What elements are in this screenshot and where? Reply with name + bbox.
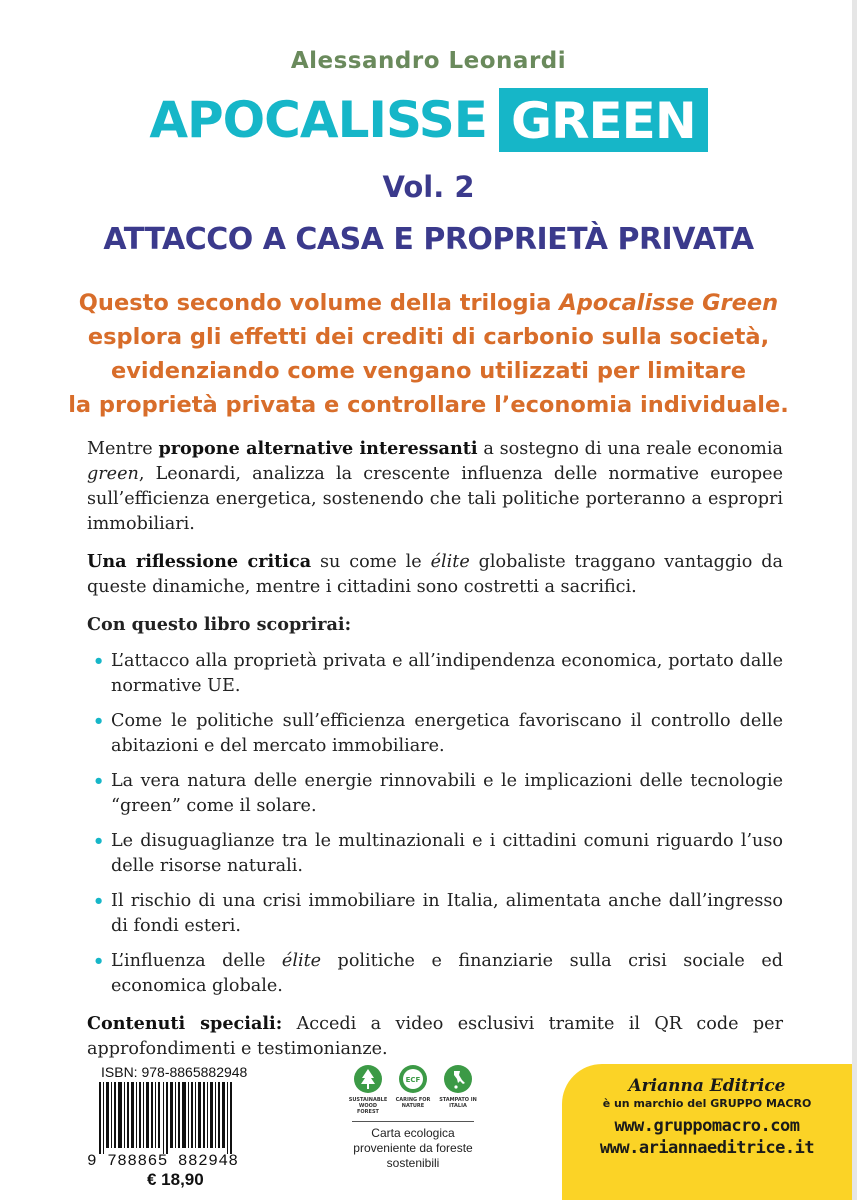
para1-text-c: a sostegno di una reale economia [477, 439, 783, 459]
lead-line-4: la proprietà privata e controllare l’economia individuale. [68, 392, 789, 418]
title-word-apocalisse: APOCALISSE [149, 91, 487, 149]
list-item [87, 649, 783, 699]
author-name: Alessandro Leonardi [290, 48, 567, 74]
special-label: Contenuti speciali: [87, 1013, 283, 1034]
lead-series-title: Apocalisse Green [559, 290, 779, 316]
lead-line-3: evidenziando come vengano utilizzati per limitare [110, 358, 747, 384]
bullet-icon: • [93, 771, 105, 792]
paragraph-intro [87, 436, 783, 537]
para2-text-d: globaliste traggano vantaggio da queste dinamiche, mentre i cittadini sono costretti a sacrifici. [87, 552, 784, 597]
publisher-box [562, 1064, 852, 1200]
para1-text-a: Mentre [87, 439, 159, 459]
publisher-note: è un marchio del GRUPPO MACRO [602, 1097, 812, 1110]
bullet-icon: • [93, 651, 105, 672]
ecf-leaf-icon [398, 1064, 428, 1094]
list-item-text-end: politiche e finanziarie sulla crisi sociale ed economica globale. [111, 951, 783, 996]
para2-bold: Una riflessione critica [87, 551, 312, 572]
para2-italic: élite [430, 552, 470, 572]
volume-label: Vol. 2 [382, 170, 475, 204]
eco-caption-ecf: CARING FOR NATURE [395, 1097, 431, 1109]
eco-caption-italy: STAMPATO IN ITALIA [439, 1097, 477, 1109]
discover-list [87, 649, 783, 999]
publisher-url-arianna[interactable]: www.ariannaeditrice.it [599, 1138, 815, 1158]
para1-text-e: , Leonardi, analizza la crescente influenza delle normative europee sull’efficienza energetica, sostenendo che tali politiche porteranno a espropri immobiliari. [87, 464, 783, 534]
list-item-text: L’influenza delle [111, 951, 282, 971]
eco-paper-note: Carta ecologica proveniente da foreste sostenibili [353, 1126, 473, 1170]
eco-caption-wood: SUSTAINABLE WOOD FOREST [348, 1097, 388, 1115]
eco-item-ecf [393, 1064, 433, 1115]
ean-digits: 9 788865 882948 [87, 1152, 239, 1170]
list-item-text: L’attacco alla proprietà privata e all’indipendenza economica, portato dalle normative UE. [111, 651, 783, 696]
tree-icon [353, 1064, 383, 1094]
para1-bold: propone alternative interessanti [158, 438, 478, 459]
book-title [0, 88, 857, 152]
eco-divider [352, 1121, 474, 1122]
italy-map-icon [443, 1064, 473, 1094]
bullet-icon: • [93, 951, 105, 972]
bullet-icon: • [93, 891, 105, 912]
ecf-icon-text: ECF [405, 1076, 421, 1084]
lead-line-1-text: Questo secondo volume della trilogia [78, 290, 560, 316]
list-item-text: Le disuguaglianze tra le multinazionali e i cittadini comuni riguardo l’uso delle risorse naturali. [111, 831, 783, 876]
paragraph-critique [87, 549, 783, 600]
paragraph-special [87, 1011, 783, 1062]
lead-line-2: esplora gli effetti dei crediti di carbonio sulla società, [87, 324, 770, 350]
title-word-green: GREEN [499, 88, 708, 152]
list-item [87, 949, 783, 999]
bullet-icon: • [93, 831, 105, 852]
lead-line-1 [40, 286, 817, 320]
list-item [87, 769, 783, 819]
special-text: Accedi a video esclusivi tramite il QR code per approfondimenti e testimonianze. [87, 1014, 783, 1059]
publisher-url-gruppomacro[interactable]: www.gruppomacro.com [614, 1116, 800, 1136]
book-subtitle: ATTACCO A CASA E PROPRIETÀ PRIVATA [103, 222, 754, 257]
list-item-text: La vera natura delle energie rinnovabili e le implicazioni delle tecnologie “green” come il solare. [111, 771, 783, 816]
list-heading: Con questo libro scoprirai: [87, 614, 352, 635]
para1-italic: green [87, 464, 139, 484]
para2-text-b: su come le [311, 552, 431, 572]
price-label: € 18,90 [147, 1170, 204, 1189]
lead-paragraph [40, 286, 817, 422]
list-item [87, 889, 783, 939]
isbn-label: ISBN: 978-8865882948 [101, 1064, 248, 1080]
body-text [87, 436, 783, 1074]
list-item [87, 829, 783, 879]
list-item-text: Il rischio di una crisi immobiliare in Italia, alimentata anche dall’ingresso di fondi esteri. [111, 891, 783, 936]
eco-item-italy [438, 1064, 478, 1115]
eco-certifications [348, 1064, 478, 1171]
list-item [87, 709, 783, 759]
publisher-name: Arianna Editrice [628, 1076, 786, 1096]
eco-item-wood [348, 1064, 388, 1115]
barcode-icon [89, 1082, 249, 1154]
list-item-italic: élite [281, 951, 322, 971]
barcode-block [87, 1064, 257, 1194]
eco-icons-row [348, 1064, 478, 1115]
bullet-icon: • [93, 711, 105, 732]
list-item-text: Come le politiche sull’efficienza energetica favoriscano il controllo delle abitazioni e del mercato immobiliare. [111, 711, 783, 756]
